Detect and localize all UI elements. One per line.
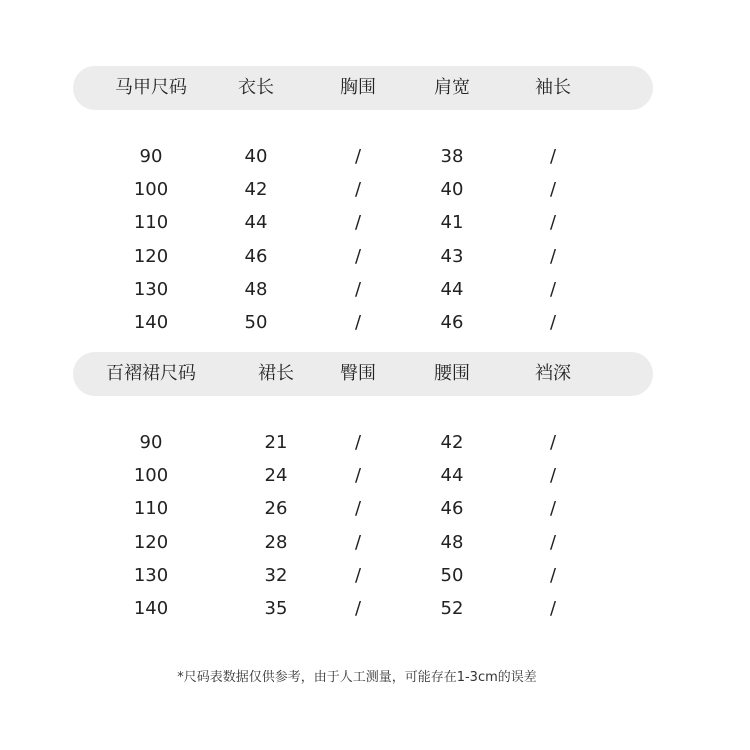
table-cell: 40 (440, 179, 464, 201)
header-cell-size: 马甲尺码 (115, 77, 187, 98)
vest-table-header (73, 66, 653, 110)
header-cell-hip: 臀围 (340, 363, 376, 384)
table-cell: / (549, 245, 557, 267)
table-row (73, 426, 653, 459)
table-cell: / (354, 498, 362, 520)
table-cell: 100 (133, 179, 169, 201)
header-cell-shoulder: 肩宽 (434, 77, 470, 98)
table-cell: 50 (244, 311, 268, 333)
header-cell-size: 百褶裙尺码 (106, 363, 196, 384)
table-cell: / (549, 564, 557, 586)
table-row (73, 140, 653, 173)
table-cell: 46 (440, 498, 464, 520)
table-cell: / (354, 597, 362, 619)
measurement-note: *尺码表数据仅供参考，由于人工测量，可能存在1-3cm的误差 (177, 670, 537, 685)
table-cell: 43 (440, 245, 464, 267)
table-cell: 32 (264, 564, 288, 586)
table-cell: 42 (244, 179, 268, 201)
skirt-table-body (73, 426, 653, 625)
table-row (73, 526, 653, 559)
table-cell: 46 (244, 245, 268, 267)
table-row (73, 306, 653, 339)
table-cell: 120 (133, 531, 169, 553)
table-cell: / (354, 432, 362, 453)
table-cell: 44 (440, 278, 464, 300)
table-cell: / (354, 179, 362, 201)
table-cell: 21 (264, 432, 288, 453)
table-cell: 110 (133, 212, 169, 234)
table-cell: / (549, 311, 557, 333)
header-cell-chest: 胸围 (340, 77, 376, 98)
table-cell: 41 (440, 212, 464, 234)
table-cell: 52 (440, 597, 464, 619)
table-row (73, 492, 653, 525)
table-cell: / (549, 498, 557, 520)
table-cell: / (549, 432, 557, 453)
table-cell: 28 (264, 531, 288, 553)
table-row (73, 459, 653, 492)
table-row (73, 173, 653, 206)
table-cell: 26 (264, 498, 288, 520)
header-cell-rise: 裆深 (535, 363, 571, 384)
table-cell: 35 (264, 597, 288, 619)
header-cell-length: 衣长 (238, 77, 274, 98)
table-cell: 24 (264, 465, 288, 487)
table-cell: / (354, 146, 362, 167)
table-cell: / (354, 212, 362, 234)
table-cell: 40 (244, 146, 268, 167)
table-cell: / (549, 531, 557, 553)
table-cell: / (549, 278, 557, 300)
table-row (73, 240, 653, 273)
header-cell-skirt-length: 裙长 (258, 363, 294, 384)
vest-size-table (73, 66, 653, 339)
table-cell: 100 (133, 465, 169, 487)
table-cell: 90 (139, 432, 163, 453)
table-cell: 130 (133, 564, 169, 586)
table-cell: 48 (440, 531, 464, 553)
table-cell: 38 (440, 146, 464, 167)
table-cell: 140 (133, 311, 169, 333)
table-cell: 110 (133, 498, 169, 520)
table-cell: / (354, 531, 362, 553)
table-cell: 44 (244, 212, 268, 234)
vest-table-body (73, 140, 653, 339)
header-cell-sleeve: 袖长 (535, 77, 571, 98)
table-cell: 50 (440, 564, 464, 586)
header-cell-waist: 腰围 (434, 363, 470, 384)
table-cell: / (549, 465, 557, 487)
table-cell: 90 (139, 146, 163, 167)
table-cell: / (354, 311, 362, 333)
table-cell: / (549, 597, 557, 619)
table-cell: / (549, 212, 557, 234)
table-cell: 120 (133, 245, 169, 267)
table-cell: / (354, 278, 362, 300)
table-row (73, 206, 653, 239)
table-cell: 44 (440, 465, 464, 487)
table-row (73, 592, 653, 625)
table-cell: 140 (133, 597, 169, 619)
table-cell: / (549, 146, 557, 167)
table-cell: 130 (133, 278, 169, 300)
skirt-table-header (73, 352, 653, 396)
table-row (73, 559, 653, 592)
table-cell: / (354, 245, 362, 267)
table-cell: 46 (440, 311, 464, 333)
table-cell: 42 (440, 432, 464, 453)
table-row (73, 273, 653, 306)
skirt-size-table (73, 352, 653, 625)
table-cell: / (354, 564, 362, 586)
table-cell: / (549, 179, 557, 201)
table-cell: / (354, 465, 362, 487)
table-cell: 48 (244, 278, 268, 300)
